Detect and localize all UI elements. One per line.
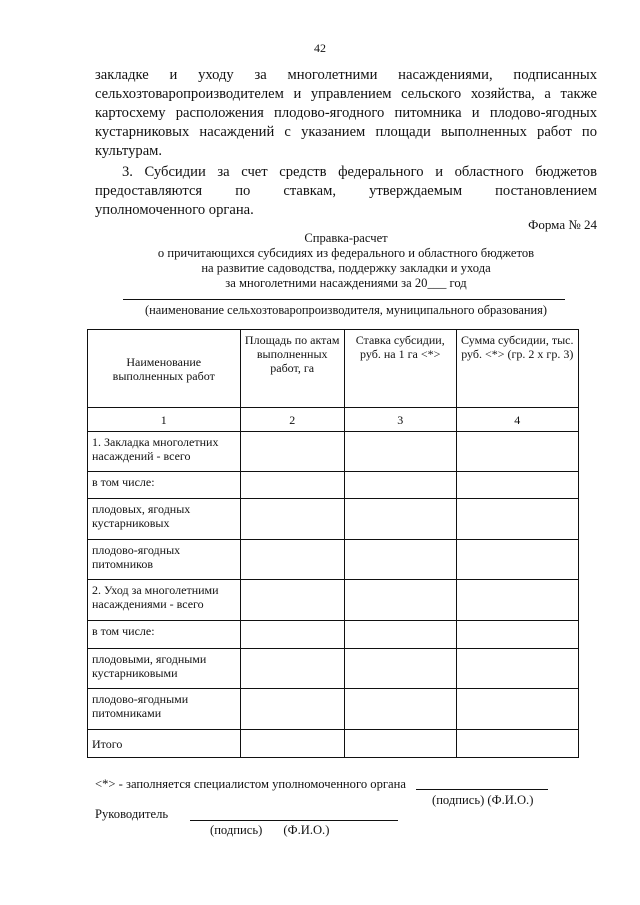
header-cell: Наименование выполненных работ — [88, 330, 241, 408]
column-number: 3 — [344, 408, 456, 432]
column-number: 4 — [456, 408, 578, 432]
area-cell[interactable] — [240, 499, 344, 540]
form-title — [95, 231, 597, 291]
header-cell: Ставка субсидии, руб. на 1 га <*> — [344, 330, 456, 408]
sum-cell[interactable] — [456, 472, 578, 499]
rate-cell[interactable] — [344, 580, 456, 621]
rate-cell[interactable] — [344, 730, 456, 758]
paragraph-continuation — [95, 66, 597, 161]
area-cell[interactable] — [240, 472, 344, 499]
paragraph-line: 3. Субсидии за счет средств федерального и областного бюджетов — [122, 164, 597, 180]
sum-cell[interactable] — [456, 580, 578, 621]
row-label: в том числе: — [88, 472, 241, 499]
title-line: на развитие садоводства, поддержку закладки и ухода — [201, 261, 491, 275]
producer-name-line — [123, 299, 565, 300]
head-signature-line — [190, 820, 398, 821]
paragraph-line: культурам. — [95, 143, 163, 159]
title-line: Справка-расчет — [304, 231, 388, 245]
table-row — [88, 649, 579, 689]
title-line: о причитающихся субсидиях из федерального и областного бюджетов — [157, 246, 535, 260]
table-row — [88, 580, 579, 621]
table-row — [88, 472, 579, 499]
sum-cell[interactable] — [456, 649, 578, 689]
title-line: за многолетними насаждениями за 20___ год — [225, 276, 467, 290]
row-label: плодовыми, ягодными кустарниковыми — [88, 649, 241, 689]
rate-cell[interactable] — [344, 540, 456, 580]
paragraph-line: уполномоченного органа. — [95, 202, 254, 218]
paragraph-line: сельхозтоваропроизводителем и управлением сельского хозяйства, а также — [95, 86, 597, 102]
row-label: Итого — [88, 730, 241, 758]
area-cell[interactable] — [240, 649, 344, 689]
head-signature-caption: (подпись) (Ф.И.О.) — [210, 823, 330, 837]
table-row — [88, 499, 579, 540]
row-label: в том числе: — [88, 621, 241, 649]
sum-cell[interactable] — [456, 730, 578, 758]
row-label: плодово-ягодными питомниками — [88, 689, 241, 730]
table-row — [88, 730, 579, 758]
rate-cell[interactable] — [344, 621, 456, 649]
area-cell[interactable] — [240, 730, 344, 758]
row-label: плодовых, ягодных кустарниковых — [88, 499, 241, 540]
table-row — [88, 689, 579, 730]
form-number: Форма № 24 — [528, 217, 597, 232]
sum-cell[interactable] — [456, 621, 578, 649]
area-cell[interactable] — [240, 689, 344, 730]
paragraph-line: предоставляются по ставкам, утверждаемым постановлением — [95, 183, 597, 199]
table-row — [88, 621, 579, 649]
area-cell[interactable] — [240, 621, 344, 649]
sum-cell[interactable] — [456, 432, 578, 472]
table-header-row — [88, 330, 579, 408]
footnote-text: <*> - заполняется специалистом уполномоченного органа — [95, 777, 406, 791]
column-number: 1 — [88, 408, 241, 432]
row-label: 1. Закладка многолетних насаждений - всего — [88, 432, 241, 472]
table-row — [88, 540, 579, 580]
rate-cell[interactable] — [344, 432, 456, 472]
paragraph-line: картосхему расположения плодово-ягодного питомника и плодово-ягодных — [95, 105, 597, 121]
specialist-signature-caption: (подпись) (Ф.И.О.) — [432, 793, 534, 807]
head-label: Руководитель — [95, 807, 169, 821]
rate-cell[interactable] — [344, 689, 456, 730]
paragraph-line: закладке и уходу за многолетними насаждениями, подписанных — [95, 67, 597, 83]
producer-name-caption: (наименование сельхозтоваропроизводителя, муниципального образования) — [144, 303, 547, 317]
paragraph-line: кустарниковых насаждений с указанием площади выполненных работ по — [95, 124, 597, 140]
subsidy-table — [87, 329, 579, 758]
paragraph-subsidies — [95, 163, 597, 220]
sum-cell[interactable] — [456, 499, 578, 540]
rate-cell[interactable] — [344, 499, 456, 540]
area-cell[interactable] — [240, 432, 344, 472]
header-cell: Сумма субсидии, тыс. руб. <*> (гр. 2 х гр. 3) — [456, 330, 578, 408]
area-cell[interactable] — [240, 540, 344, 580]
row-label: плодово-ягодных питомников — [88, 540, 241, 580]
rate-cell[interactable] — [344, 472, 456, 499]
sum-cell[interactable] — [456, 540, 578, 580]
header-cell: Площадь по актам выполненных работ, га — [240, 330, 344, 408]
row-label: 2. Уход за многолетними насаждениями - всего — [88, 580, 241, 621]
specialist-signature-line — [416, 789, 548, 790]
table-row — [88, 432, 579, 472]
area-cell[interactable] — [240, 580, 344, 621]
column-number: 2 — [240, 408, 344, 432]
rate-cell[interactable] — [344, 649, 456, 689]
page-number: 42 — [314, 41, 326, 55]
column-number-row — [88, 408, 579, 432]
sum-cell[interactable] — [456, 689, 578, 730]
